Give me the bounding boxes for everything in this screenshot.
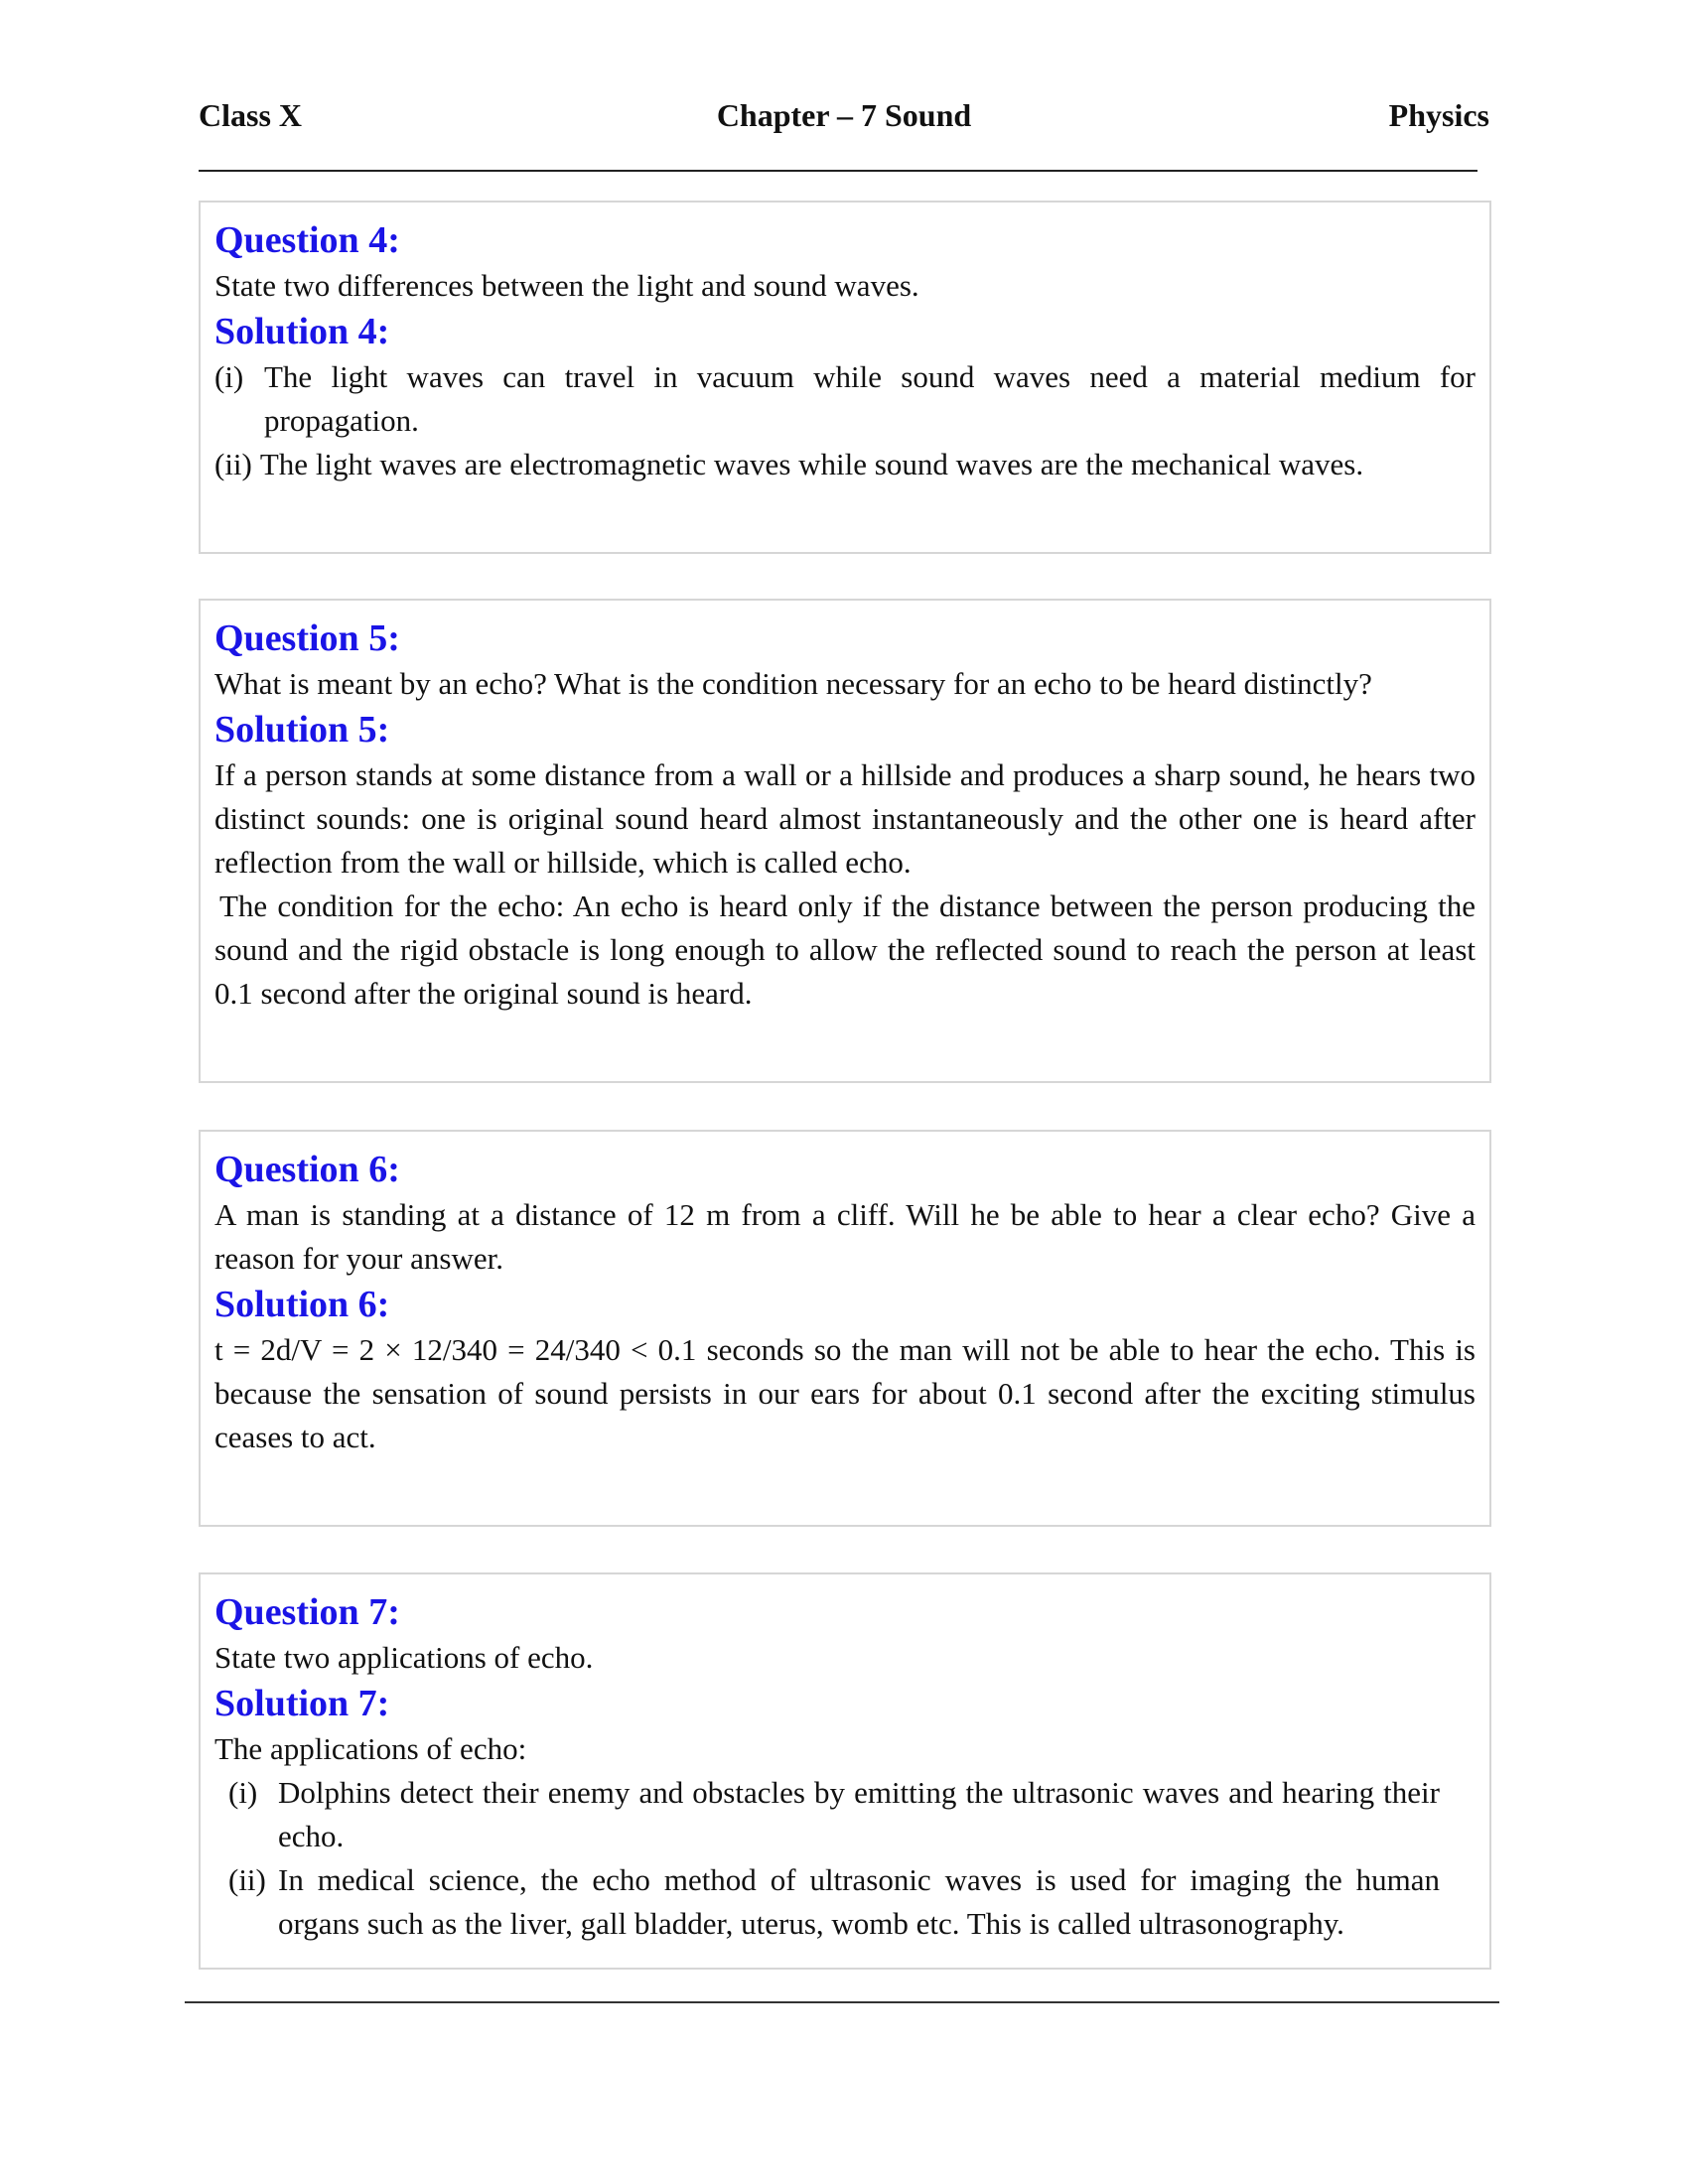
list-marker: (i) — [214, 359, 244, 394]
question-6-title: Question 6: — [214, 1149, 400, 1190]
header-chapter: Chapter – 7 Sound — [716, 97, 972, 133]
solution-7-title: Solution 7: — [214, 1683, 390, 1724]
solution-6-title: Solution 6: — [214, 1284, 390, 1325]
list-item-text: The light waves can travel in vacuum while sound waves need a material medium for propagation. — [264, 359, 1476, 438]
question-5-text: What is meant by an echo? What is the condition necessary for an echo to be heard distinctly? — [214, 666, 1372, 701]
question-7-box — [199, 1572, 1491, 1970]
question-4-text: State two differences between the light and sound waves. — [214, 268, 919, 303]
list-marker: (i) — [228, 1775, 258, 1810]
solution-4-title: Solution 4: — [214, 311, 390, 352]
question-5-box — [199, 599, 1491, 1083]
footer-divider — [185, 2001, 1499, 2003]
question-5-title: Question 5: — [214, 617, 400, 659]
question-7-title: Question 7: — [214, 1591, 400, 1633]
list-item — [228, 1858, 1476, 1946]
solution-7-intro: The applications of echo: — [214, 1731, 527, 1766]
list-item — [214, 443, 1476, 486]
solution-5-title: Solution 5: — [214, 709, 390, 751]
list-item — [228, 1771, 1476, 1858]
header-class: Class X — [199, 97, 303, 133]
question-6-text: A man is standing at a distance of 12 m from a cliff. Will he be able to hear a clear echo? Give a reason for your answer. — [214, 1197, 1476, 1276]
header-subject: Physics — [1388, 97, 1489, 133]
solution-5-paragraph-2: The condition for the echo: An echo is heard only if the distance between the person producing the sound and the rigid obstacle is long enough to allow the reflected sound to reach the person at least 0.1 second after the original sound is heard. — [214, 888, 1476, 1011]
list-marker: (ii) — [214, 447, 252, 481]
solution-4-list — [214, 355, 1476, 486]
question-4-title: Question 4: — [214, 219, 400, 261]
solution-6-paragraph: t = 2d/V = 2 × 12/340 = 24/340 < 0.1 seconds so the man will not be able to hear the echo. This is because the sensation of sound persists in our ears for about 0.1 second after the exciting stimulus ceases to act. — [214, 1332, 1476, 1454]
list-item-text: Dolphins detect their enemy and obstacles by emitting the ultrasonic waves and hearing their echo. — [278, 1775, 1440, 1853]
question-7-text: State two applications of echo. — [214, 1640, 594, 1675]
page-header — [199, 97, 1489, 145]
list-marker: (ii) — [228, 1862, 266, 1897]
header-divider — [199, 170, 1477, 172]
solution-7-list — [214, 1771, 1476, 1946]
list-item — [214, 355, 1476, 443]
question-4-box — [199, 201, 1491, 554]
list-item-text: In medical science, the echo method of ultrasonic waves is used for imaging the human organs such as the liver, gall bladder, uterus, womb etc. This is called ultrasonography. — [278, 1862, 1440, 1941]
question-6-box — [199, 1130, 1491, 1527]
solution-5-paragraph-1: If a person stands at some distance from a wall or a hillside and produces a sharp sound, he hears two distinct sounds: one is original sound heard almost instantaneously and the other one is heard after reflection from the wall or hillside, which is called echo. — [214, 757, 1476, 880]
list-item-text: The light waves are electromagnetic waves while sound waves are the mechanical waves. — [259, 447, 1364, 481]
